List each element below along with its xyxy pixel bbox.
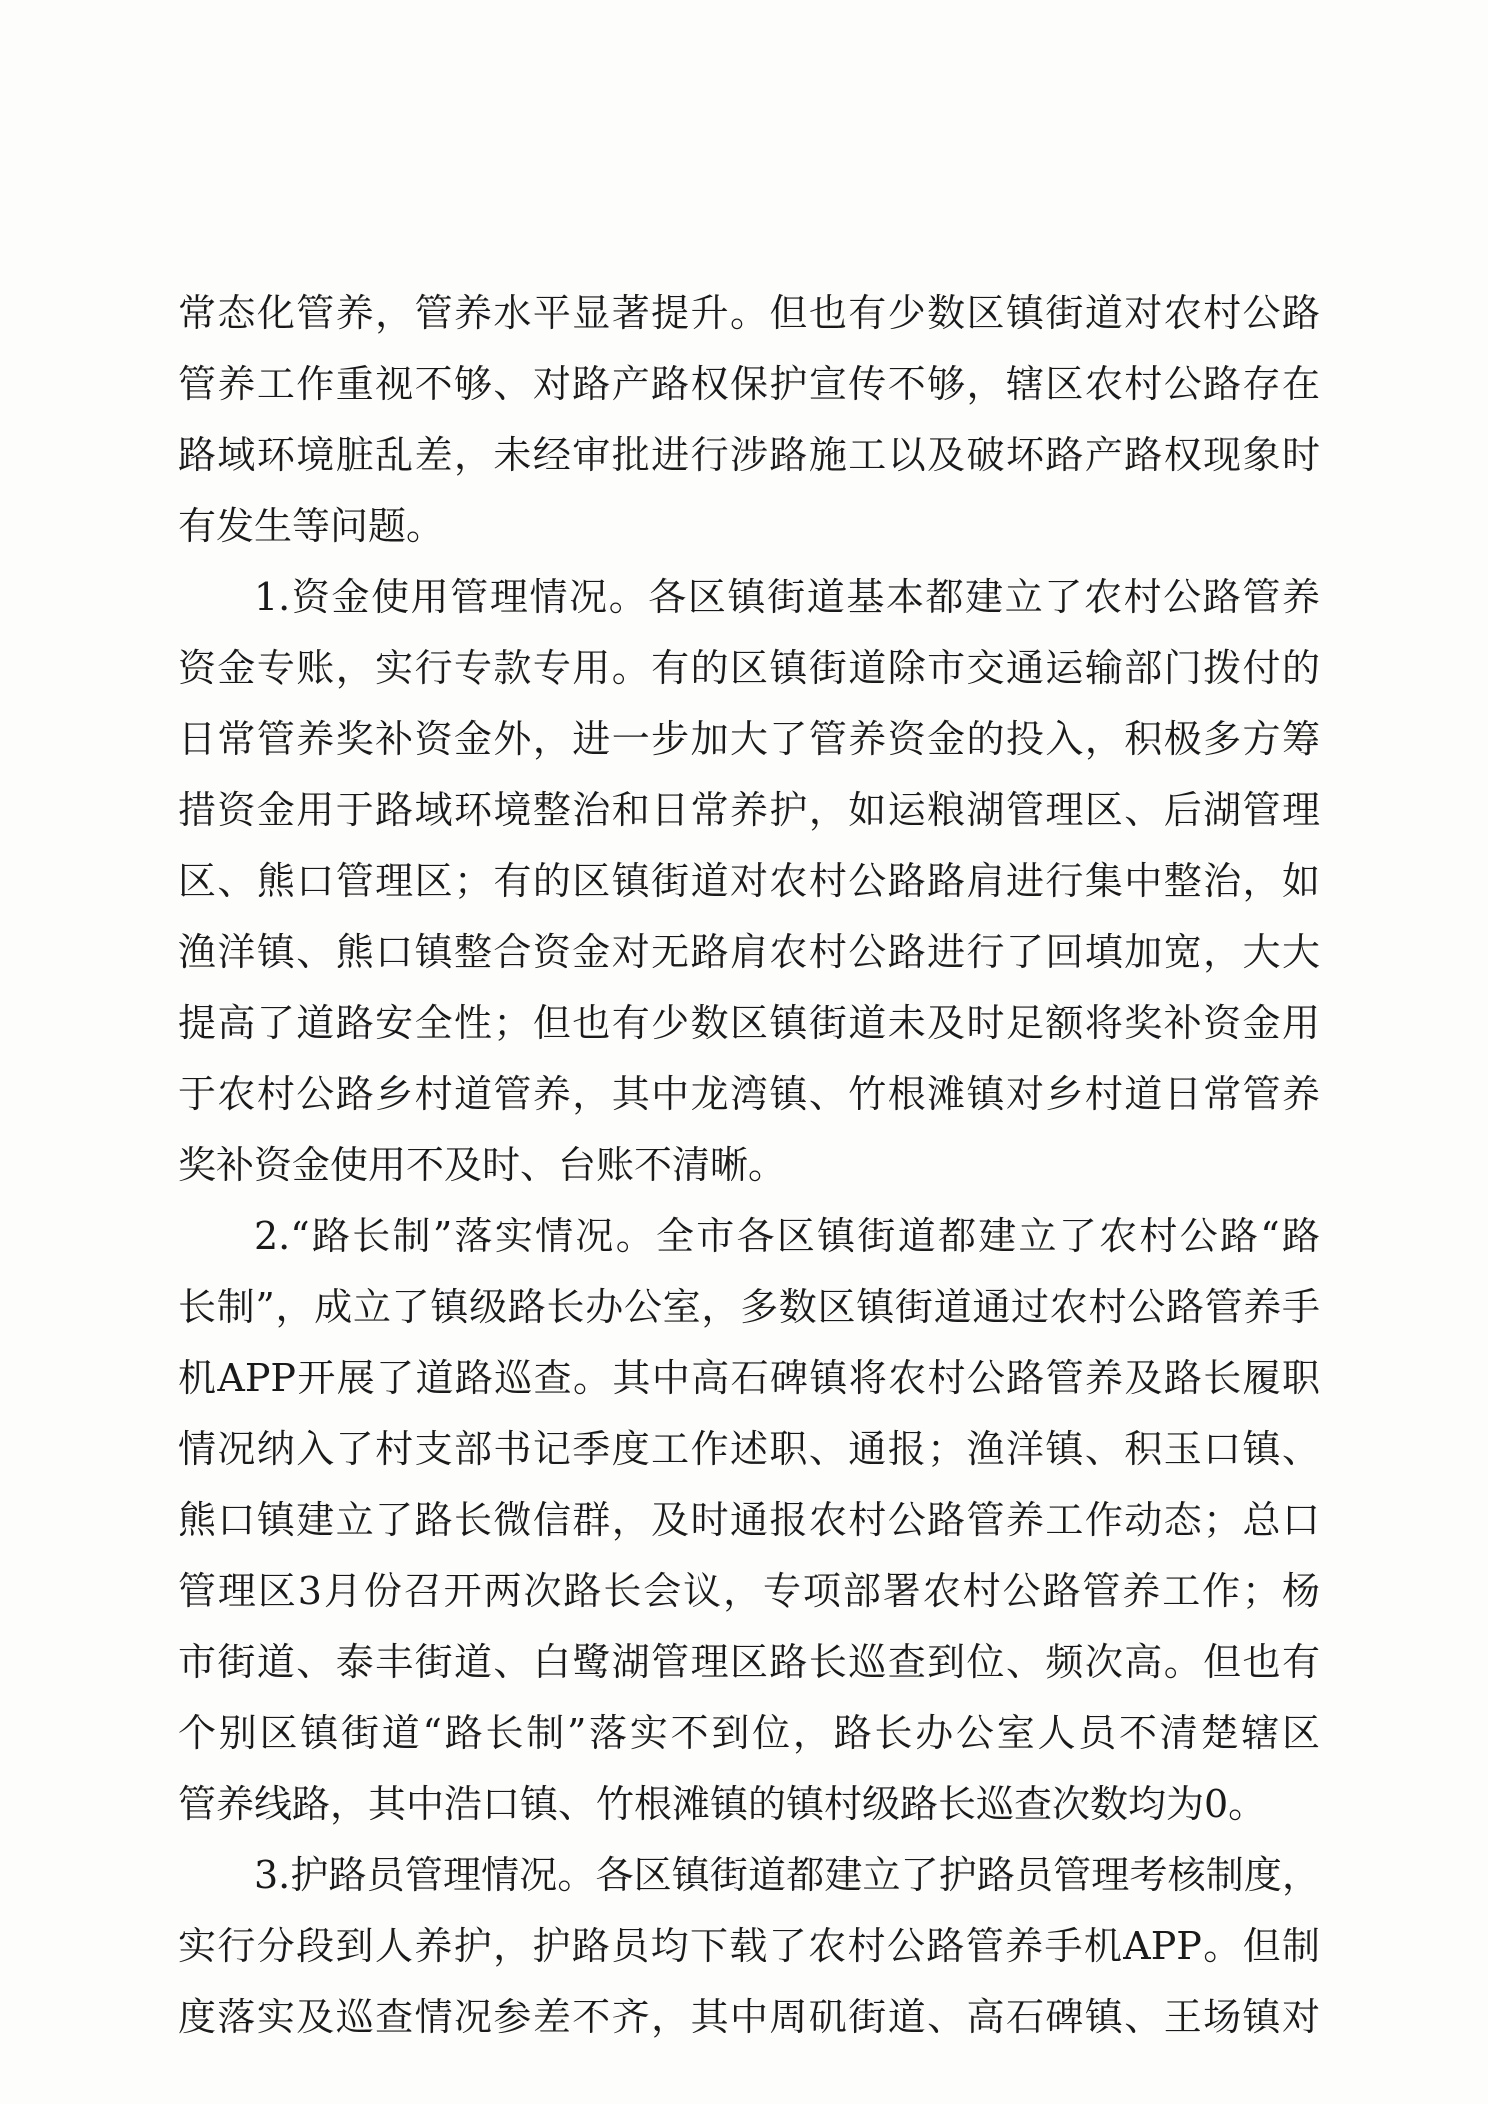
text-line: 路域环境脏乱差，未经审批进行涉路施工以及破坏路产路权现象时 [178, 433, 1320, 477]
text-line: 长制”，成立了镇级路长办公室，多数区镇街道通过农村公路管养手 [178, 1285, 1320, 1329]
text-line: 市街道、泰丰街道、白鹭湖管理区路长巡查到位、频次高。但也有 [178, 1640, 1320, 1684]
text-line: 措资金用于路域环境整治和日常养护，如运粮湖管理区、后湖管理 [178, 788, 1320, 832]
section-heading-line: 3.护路员管理情况。各区镇街道都建立了护路员管理考核制度， [254, 1853, 1320, 1897]
text-line: 资金专账，实行专款专用。有的区镇街道除市交通运输部门拨付的 [178, 646, 1320, 690]
text-line: 常态化管养，管养水平显著提升。但也有少数区镇街道对农村公路 [178, 291, 1320, 335]
text-line: 机APP开展了道路巡查。其中高石碑镇将农村公路管养及路长履职 [178, 1356, 1320, 1400]
text-line: 个别区镇街道“路长制”落实不到位，路长办公室人员不清楚辖区 [178, 1711, 1320, 1755]
section-heading-line: 1.资金使用管理情况。各区镇街道基本都建立了农村公路管养 [254, 575, 1320, 619]
body-text [178, 278, 1320, 2053]
text-line: 于农村公路乡村道管养，其中龙湾镇、竹根滩镇对乡村道日常管养 [178, 1072, 1320, 1116]
section-heading-line: 2.“路长制”落实情况。全市各区镇街道都建立了农村公路“路 [254, 1214, 1320, 1258]
text-line: 度落实及巡查情况参差不齐，其中周矶街道、高石碑镇、王场镇对 [178, 1995, 1320, 2039]
text-line: 区、熊口管理区；有的区镇街道对农村公路路肩进行集中整治，如 [178, 859, 1320, 903]
text-line: 提高了道路安全性；但也有少数区镇街道未及时足额将奖补资金用 [178, 1001, 1320, 1045]
text-line: 日常管养奖补资金外，进一步加大了管养资金的投入，积极多方筹 [178, 717, 1320, 761]
text-line: 奖补资金使用不及时、台账不清晰。 [178, 1143, 787, 1187]
text-line: 管理区3月份召开两次路长会议，专项部署农村公路管养工作；杨 [178, 1569, 1320, 1613]
text-line: 管养工作重视不够、对路产路权保护宣传不够，辖区农村公路存在 [178, 362, 1320, 406]
text-line: 情况纳入了村支部书记季度工作述职、通报；渔洋镇、积玉口镇、 [178, 1427, 1320, 1471]
text-line: 渔洋镇、熊口镇整合资金对无路肩农村公路进行了回填加宽，大大 [178, 930, 1320, 974]
text-line: 熊口镇建立了路长微信群，及时通报农村公路管养工作动态；总口 [178, 1498, 1320, 1542]
text-line: 有发生等问题。 [178, 504, 445, 548]
text-line: 实行分段到人养护，护路员均下载了农村公路管养手机APP。但制 [178, 1924, 1320, 1968]
text-line: 管养线路，其中浩口镇、竹根滩镇的镇村级路长巡查次数均为0。 [178, 1782, 1267, 1826]
